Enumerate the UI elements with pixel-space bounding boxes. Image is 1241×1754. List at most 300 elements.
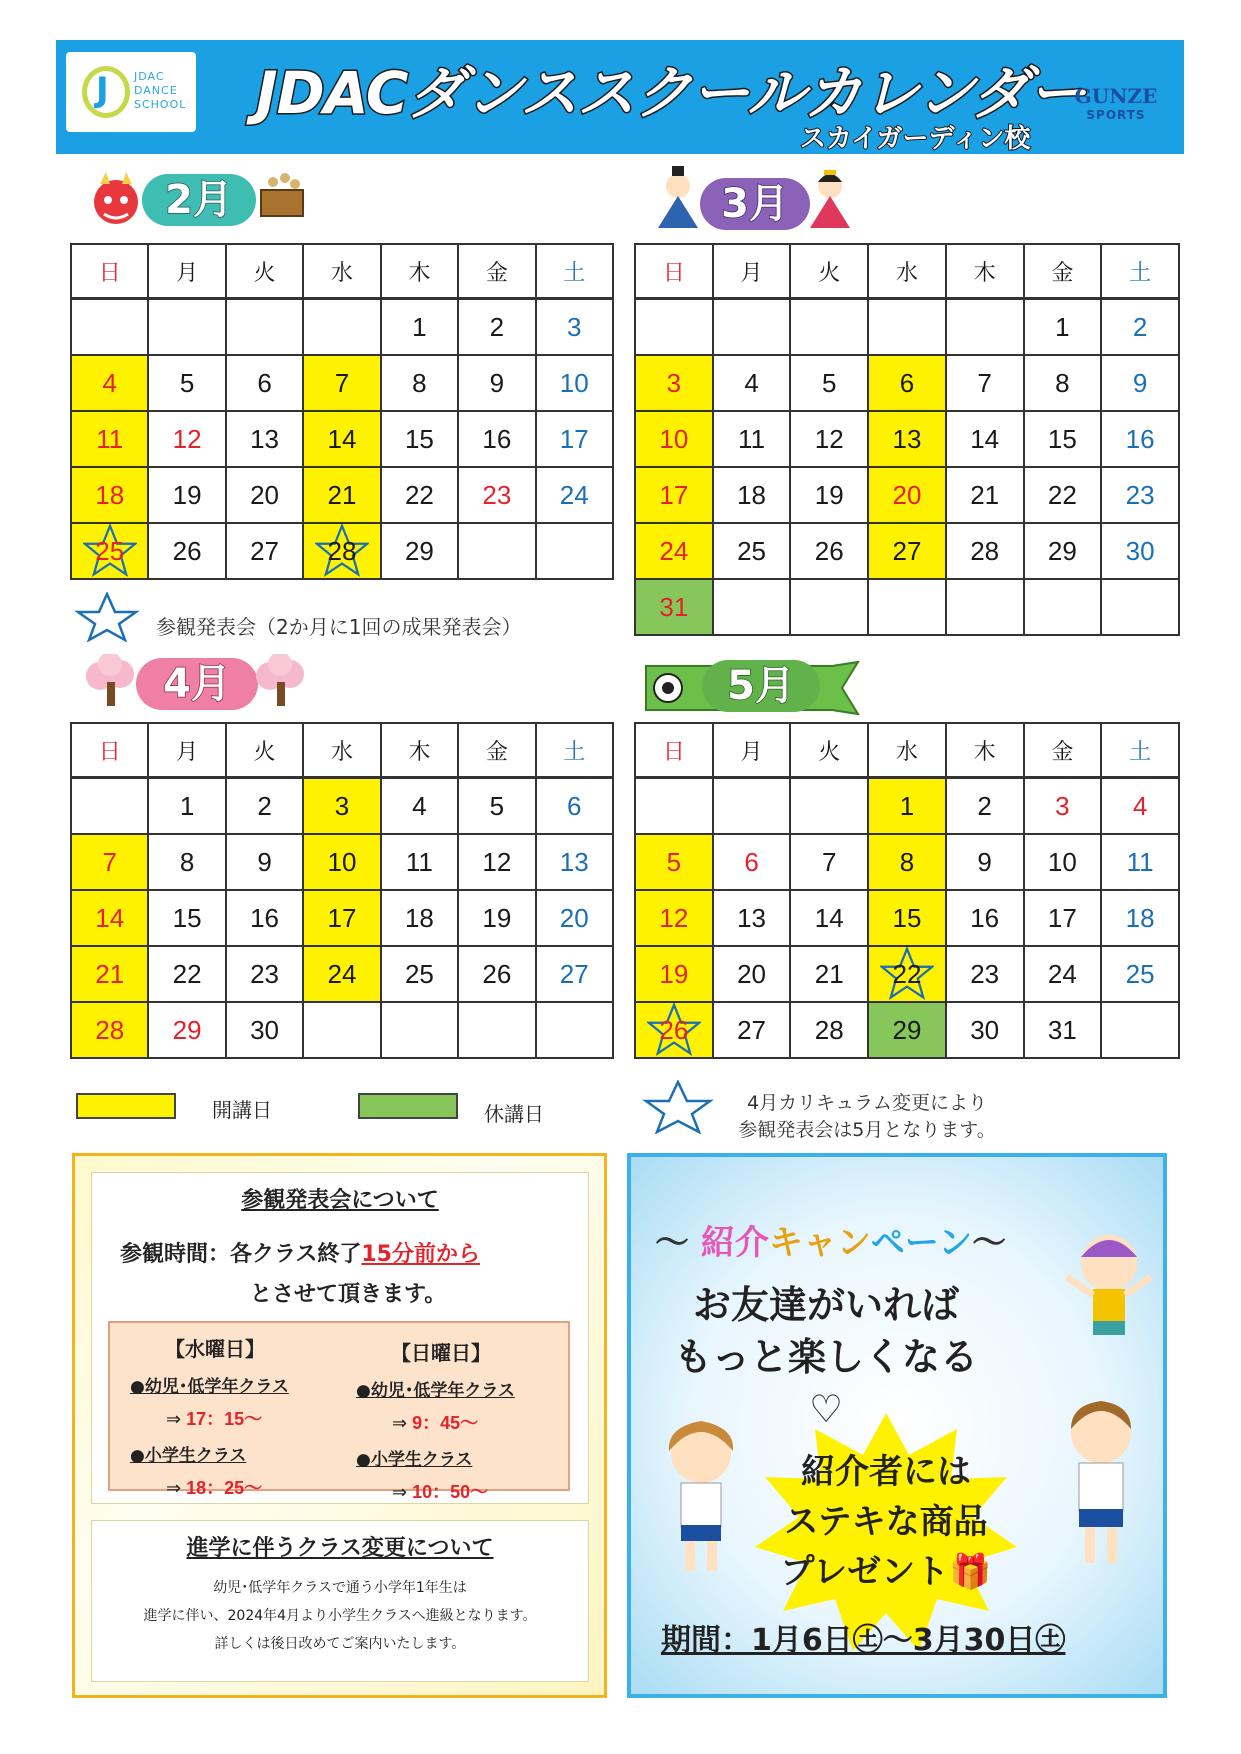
day-number: 24 <box>559 479 589 510</box>
day-number: 17 <box>327 902 357 933</box>
calendar-day <box>790 890 868 946</box>
calendar-day <box>713 946 791 1002</box>
calendar-day <box>458 890 535 946</box>
calendar-day <box>226 411 303 467</box>
weekday-header: 月 <box>148 244 225 299</box>
wednesday-heading: 【水曜日】 <box>165 1337 265 1361</box>
calendar-day <box>868 834 946 890</box>
weekday-header: 水 <box>303 723 380 778</box>
sunday-heading: 【日曜日】 <box>391 1341 491 1365</box>
day-number: 1 <box>899 790 915 821</box>
legend-star-note: 4月カリキュラム変更により 参観発表会は5月となります。 <box>738 1092 996 1141</box>
hina-empress-icon <box>806 166 854 230</box>
girl-character-icon <box>1059 1223 1159 1343</box>
day-number: 31 <box>1047 1014 1077 1045</box>
day-number: 12 <box>814 423 844 454</box>
calendar-empty-cell <box>1024 579 1102 635</box>
day-number: 5 <box>179 367 195 398</box>
day-number: 21 <box>970 479 1000 510</box>
day-number: 24 <box>327 958 357 989</box>
calendar-week-row <box>71 1002 613 1058</box>
calendar-day <box>635 1002 713 1058</box>
calendar-day <box>148 467 225 523</box>
calendar-empty-cell <box>946 299 1024 356</box>
day-number: 11 <box>96 423 124 454</box>
calendar-day <box>1024 467 1102 523</box>
calendar-day <box>536 467 613 523</box>
weekday-header: 火 <box>226 723 303 778</box>
calendar-day <box>713 467 791 523</box>
observation-info-panel <box>72 1153 607 1698</box>
calendar-day <box>790 946 868 1002</box>
day-number: 6 <box>257 367 272 398</box>
calendar-day <box>868 778 946 835</box>
day-number: 8 <box>1055 367 1070 398</box>
calendar-day <box>1024 834 1102 890</box>
calendar-day <box>226 834 303 890</box>
day-number: 13 <box>892 423 922 454</box>
calendar-day <box>1101 299 1179 356</box>
day-number: 28 <box>327 535 357 566</box>
calendar-day <box>381 299 458 356</box>
day-number: 18 <box>1125 902 1155 933</box>
day-number: 16 <box>1125 423 1155 454</box>
school-logo <box>66 52 196 132</box>
calendar-empty-cell <box>148 299 225 356</box>
day-number: 16 <box>482 423 512 454</box>
calendar-empty-cell <box>1101 1002 1179 1058</box>
calendar-day <box>713 890 791 946</box>
calendar-day <box>868 467 946 523</box>
day-number: 10 <box>659 423 689 454</box>
girl-character-icon <box>651 1407 751 1577</box>
weekday-header: 水 <box>303 244 380 299</box>
calendar-day <box>946 411 1024 467</box>
day-number: 21 <box>327 479 357 510</box>
calendar-day <box>381 355 458 411</box>
day-number: 19 <box>482 902 512 933</box>
calendar-day <box>713 355 791 411</box>
day-number: 6 <box>567 790 582 821</box>
day-number: 7 <box>977 367 992 398</box>
calendar-empty-cell <box>868 579 946 635</box>
calendar-empty-cell <box>303 299 380 356</box>
day-number: 4 <box>412 790 427 821</box>
weekday-header: 日 <box>71 244 148 299</box>
calendar-day <box>71 946 148 1002</box>
calendar-day <box>226 1002 303 1058</box>
day-number: 4 <box>1132 790 1148 821</box>
calendar-day <box>458 411 535 467</box>
calendar-week-row <box>71 411 613 467</box>
star-icon <box>640 1080 716 1134</box>
calendar-day <box>790 467 868 523</box>
day-number: 11 <box>1126 846 1154 877</box>
weekday-header: 金 <box>458 723 535 778</box>
calendar-day <box>868 523 946 579</box>
weekday-header: 火 <box>790 723 868 778</box>
calendar-empty-cell <box>868 299 946 356</box>
calendar-day <box>1101 834 1179 890</box>
day-number: 27 <box>250 535 280 566</box>
month-badge-apr: 4月 <box>136 658 258 710</box>
calendar-day <box>713 523 791 579</box>
day-number: 21 <box>814 958 844 989</box>
calendar-day <box>635 523 713 579</box>
day-number: 18 <box>95 479 125 510</box>
calendar-day <box>1101 411 1179 467</box>
calendar-day <box>946 467 1024 523</box>
calendar-day <box>226 355 303 411</box>
schedule-box <box>108 1321 570 1502</box>
calendar-day <box>635 411 713 467</box>
calendar-week-row <box>635 946 1179 1002</box>
day-number: 15 <box>1047 423 1077 454</box>
sponsor-logo: GUNZE <box>1074 84 1158 108</box>
class-change-title: 進学に伴うクラス変更について <box>186 1536 494 1561</box>
weekday-header: 月 <box>713 723 791 778</box>
calendar-day <box>1024 1002 1102 1058</box>
calendar-day <box>226 523 303 579</box>
calendar-day <box>1024 778 1102 835</box>
day-number: 2 <box>257 790 272 821</box>
day-number: 28 <box>970 535 1000 566</box>
calendar-day <box>635 834 713 890</box>
calendar-day <box>226 778 303 835</box>
day-number: 23 <box>1125 479 1155 510</box>
calendar-day <box>868 1002 946 1058</box>
calendar-day <box>148 778 225 835</box>
day-number: 22 <box>404 479 434 510</box>
calendar-empty-cell <box>790 778 868 835</box>
day-number: 2 <box>1132 311 1148 342</box>
day-number: 14 <box>970 423 1000 454</box>
day-number: 22 <box>1047 479 1077 510</box>
class-time: ⇒ 10：50〜 <box>392 1482 489 1502</box>
day-number: 15 <box>404 423 434 454</box>
day-number: 3 <box>666 367 682 398</box>
calendar-day <box>148 523 225 579</box>
observation-time: 参観時間：各クラス終了15分前から <box>120 1242 480 1267</box>
day-number: 3 <box>567 311 582 342</box>
calendar-empty-cell <box>71 299 148 356</box>
calendar-day <box>458 778 535 835</box>
weekday-header: 木 <box>946 723 1024 778</box>
day-number: 7 <box>334 367 350 398</box>
day-number: 20 <box>892 479 922 510</box>
calendar-day <box>71 523 148 579</box>
calendar-day <box>381 523 458 579</box>
day-number: 30 <box>1125 535 1155 566</box>
calendar-day <box>71 411 148 467</box>
calendar-day <box>458 946 535 1002</box>
day-number: 5 <box>822 367 837 398</box>
calendar-day <box>458 299 535 356</box>
calendar-day <box>148 890 225 946</box>
weekday-header: 土 <box>1101 723 1179 778</box>
calendar-empty-cell <box>1101 579 1179 635</box>
day-number: 10 <box>327 846 357 877</box>
day-number: 20 <box>559 902 589 933</box>
day-number: 22 <box>892 958 922 989</box>
class-time: ⇒ 17：15〜 <box>166 1409 263 1429</box>
calendar-week-row <box>635 579 1179 635</box>
weekday-header: 月 <box>713 244 791 299</box>
day-number: 9 <box>489 367 505 398</box>
weekday-header: 水 <box>868 244 946 299</box>
day-number: 9 <box>257 846 272 877</box>
oni-icon <box>86 170 146 228</box>
calendar-day <box>303 523 380 579</box>
class-change-line: 進学に伴い、2024年4月より小学生クラスへ進級となります。 <box>143 1608 537 1624</box>
sunday-schedule <box>356 1337 576 1504</box>
campaign-title: 〜 紹介キャンペーン〜 <box>655 1223 1007 1263</box>
class-name: ●幼児･低学年クラス <box>130 1377 289 1397</box>
calendar-week-row <box>635 467 1179 523</box>
calendar-day <box>536 890 613 946</box>
calendar-day <box>1101 778 1179 835</box>
calendar-day <box>148 355 225 411</box>
calendar-day <box>71 890 148 946</box>
calendar-day <box>868 890 946 946</box>
day-number: 4 <box>102 367 117 398</box>
day-number: 3 <box>1055 790 1070 821</box>
day-number: 18 <box>404 902 434 933</box>
calendar-day <box>1024 890 1102 946</box>
day-number: 6 <box>744 846 759 877</box>
weekday-header: 金 <box>1024 244 1102 299</box>
calendar-day <box>303 355 380 411</box>
day-number: 23 <box>482 479 512 510</box>
calendar-week-row <box>71 946 613 1002</box>
calendar-day <box>148 834 225 890</box>
weekday-header: 木 <box>381 723 458 778</box>
calendar-week-row <box>635 523 1179 579</box>
calendar-day <box>226 946 303 1002</box>
observation-time-cont: とさせて頂きます。 <box>250 1282 447 1307</box>
calendar-day <box>635 946 713 1002</box>
boy-character-icon <box>1051 1383 1151 1573</box>
day-number: 25 <box>95 535 125 566</box>
month-badge-mar: 3月 <box>700 178 810 230</box>
calendar-empty-cell <box>713 299 791 356</box>
day-number: 7 <box>822 846 837 877</box>
day-number: 11 <box>738 423 766 454</box>
calendar-may <box>634 722 1180 1059</box>
calendar-day <box>1101 355 1179 411</box>
class-name: ●幼児･低学年クラス <box>356 1381 515 1401</box>
day-number: 1 <box>412 311 427 342</box>
calendar-day <box>71 467 148 523</box>
calendar-empty-cell <box>458 523 535 579</box>
day-number: 16 <box>970 902 1000 933</box>
day-number: 21 <box>95 958 125 989</box>
day-number: 18 <box>737 479 767 510</box>
calendar-empty-cell <box>790 299 868 356</box>
legend-open-label: 開講日 <box>212 1098 272 1122</box>
month-badge-may: 5月 <box>702 660 820 712</box>
calendar-day <box>148 946 225 1002</box>
day-number: 11 <box>405 846 433 877</box>
calendar-day <box>946 946 1024 1002</box>
calendar-empty-cell <box>71 778 148 835</box>
weekday-header-row <box>71 244 613 299</box>
campaign-period: 期間：1月6日㊏〜3月30日㊏ <box>661 1623 1066 1658</box>
day-number: 16 <box>250 902 280 933</box>
calendar-week-row <box>71 299 613 356</box>
calendar-day <box>946 355 1024 411</box>
calendar-week-row <box>71 778 613 835</box>
day-number: 13 <box>559 846 589 877</box>
weekday-header: 水 <box>868 723 946 778</box>
calendar-week-row <box>635 1002 1179 1058</box>
day-number: 26 <box>482 958 512 989</box>
hina-emperor-icon <box>654 166 702 230</box>
day-number: 4 <box>744 367 759 398</box>
calendar-day <box>1024 299 1102 356</box>
day-number: 13 <box>737 902 767 933</box>
day-number: 2 <box>489 311 505 342</box>
weekday-header: 日 <box>635 723 713 778</box>
calendar-day <box>458 834 535 890</box>
day-number: 26 <box>172 535 202 566</box>
calendar-day <box>458 467 535 523</box>
calendar-week-row <box>71 467 613 523</box>
calendar-empty-cell <box>536 1002 613 1058</box>
day-number: 7 <box>102 846 117 877</box>
calendar-day <box>303 778 380 835</box>
header-banner <box>56 40 1184 154</box>
day-number: 14 <box>814 902 844 933</box>
day-number: 8 <box>899 846 915 877</box>
calendar-week-row <box>635 778 1179 835</box>
calendar-week-row <box>635 890 1179 946</box>
day-number: 26 <box>814 535 844 566</box>
legend-closed-swatch <box>358 1093 458 1119</box>
calendar-day <box>946 890 1024 946</box>
calendar-day <box>536 778 613 835</box>
day-number: 23 <box>250 958 280 989</box>
day-number: 29 <box>1047 535 1077 566</box>
calendar-day <box>713 1002 791 1058</box>
day-number: 5 <box>666 846 682 877</box>
calendar-day <box>381 778 458 835</box>
day-number: 28 <box>95 1014 125 1045</box>
calendar-day <box>381 834 458 890</box>
star-icon <box>72 592 142 642</box>
weekday-header-row <box>635 244 1179 299</box>
class-change-line: 詳しくは後日改めてご案内いたします。 <box>214 1636 466 1652</box>
day-number: 17 <box>659 479 689 510</box>
calendar-day <box>1101 946 1179 1002</box>
school-branch: スカイガーディン校 <box>800 124 1031 154</box>
calendar-week-row <box>635 411 1179 467</box>
star-note: 参観発表会（2か月に1回の成果発表会） <box>156 615 522 639</box>
calendar-february <box>70 243 614 580</box>
class-name: ●小学生クラス <box>130 1446 247 1466</box>
calendar-empty-cell <box>635 778 713 835</box>
calendar-day <box>635 579 713 635</box>
calendar-empty-cell <box>635 299 713 356</box>
calendar-day <box>946 523 1024 579</box>
calendar-empty-cell <box>458 1002 535 1058</box>
weekday-header: 木 <box>381 244 458 299</box>
calendar-day <box>536 834 613 890</box>
calendar-day <box>635 467 713 523</box>
class-change-card <box>91 1520 589 1682</box>
calendar-empty-cell <box>946 579 1024 635</box>
day-number: 3 <box>334 790 350 821</box>
calendar-day <box>71 355 148 411</box>
day-number: 17 <box>1047 902 1077 933</box>
campaign-prize: 紹介者には ステキな商品 プレゼント🎁 <box>780 1452 992 1592</box>
calendar-day <box>635 355 713 411</box>
calendar-day <box>946 834 1024 890</box>
calendar-day <box>458 355 535 411</box>
calendar-april <box>70 722 614 1059</box>
day-number: 26 <box>659 1014 689 1045</box>
calendar-day <box>303 834 380 890</box>
calendar-empty-cell <box>536 523 613 579</box>
calendar-day <box>1024 523 1102 579</box>
calendar-empty-cell <box>381 1002 458 1058</box>
calendar-march <box>634 243 1180 636</box>
day-number: 15 <box>892 902 922 933</box>
day-number: 8 <box>412 367 427 398</box>
day-number: 25 <box>737 535 767 566</box>
calendar-day <box>790 834 868 890</box>
weekday-header: 金 <box>458 244 535 299</box>
calendar-day <box>790 1002 868 1058</box>
cherry-tree-icon <box>82 654 140 708</box>
day-number: 9 <box>977 846 992 877</box>
calendar-day <box>1101 467 1179 523</box>
calendar-day <box>148 411 225 467</box>
day-number: 23 <box>970 958 1000 989</box>
weekday-header-row <box>71 723 613 778</box>
day-number: 8 <box>179 846 195 877</box>
weekday-header: 火 <box>790 244 868 299</box>
day-number: 10 <box>559 367 589 398</box>
day-number: 2 <box>977 790 992 821</box>
day-number: 30 <box>250 1014 280 1045</box>
calendar-day <box>303 890 380 946</box>
calendar-day <box>303 946 380 1002</box>
calendar-day <box>868 355 946 411</box>
calendar-day <box>381 467 458 523</box>
calendar-week-row <box>71 523 613 579</box>
calendar-week-row <box>635 299 1179 356</box>
calendar-day <box>1101 523 1179 579</box>
month-badge-feb: 2月 <box>142 174 256 226</box>
calendar-day <box>381 946 458 1002</box>
sponsor-sub: SPORTS <box>1086 108 1146 122</box>
day-number: 31 <box>659 591 689 622</box>
day-number: 1 <box>179 790 195 821</box>
class-time: ⇒ 18：25〜 <box>166 1478 263 1498</box>
day-number: 29 <box>172 1014 202 1045</box>
calendar-day <box>71 834 148 890</box>
day-number: 22 <box>172 958 202 989</box>
observation-title: 参観発表会について <box>241 1188 439 1213</box>
day-number: 27 <box>892 535 922 566</box>
calendar-empty-cell <box>226 299 303 356</box>
calendar-week-row <box>635 834 1179 890</box>
calendar-day <box>303 467 380 523</box>
calendar-day <box>381 411 458 467</box>
day-number: 20 <box>737 958 767 989</box>
calendar-day <box>303 411 380 467</box>
